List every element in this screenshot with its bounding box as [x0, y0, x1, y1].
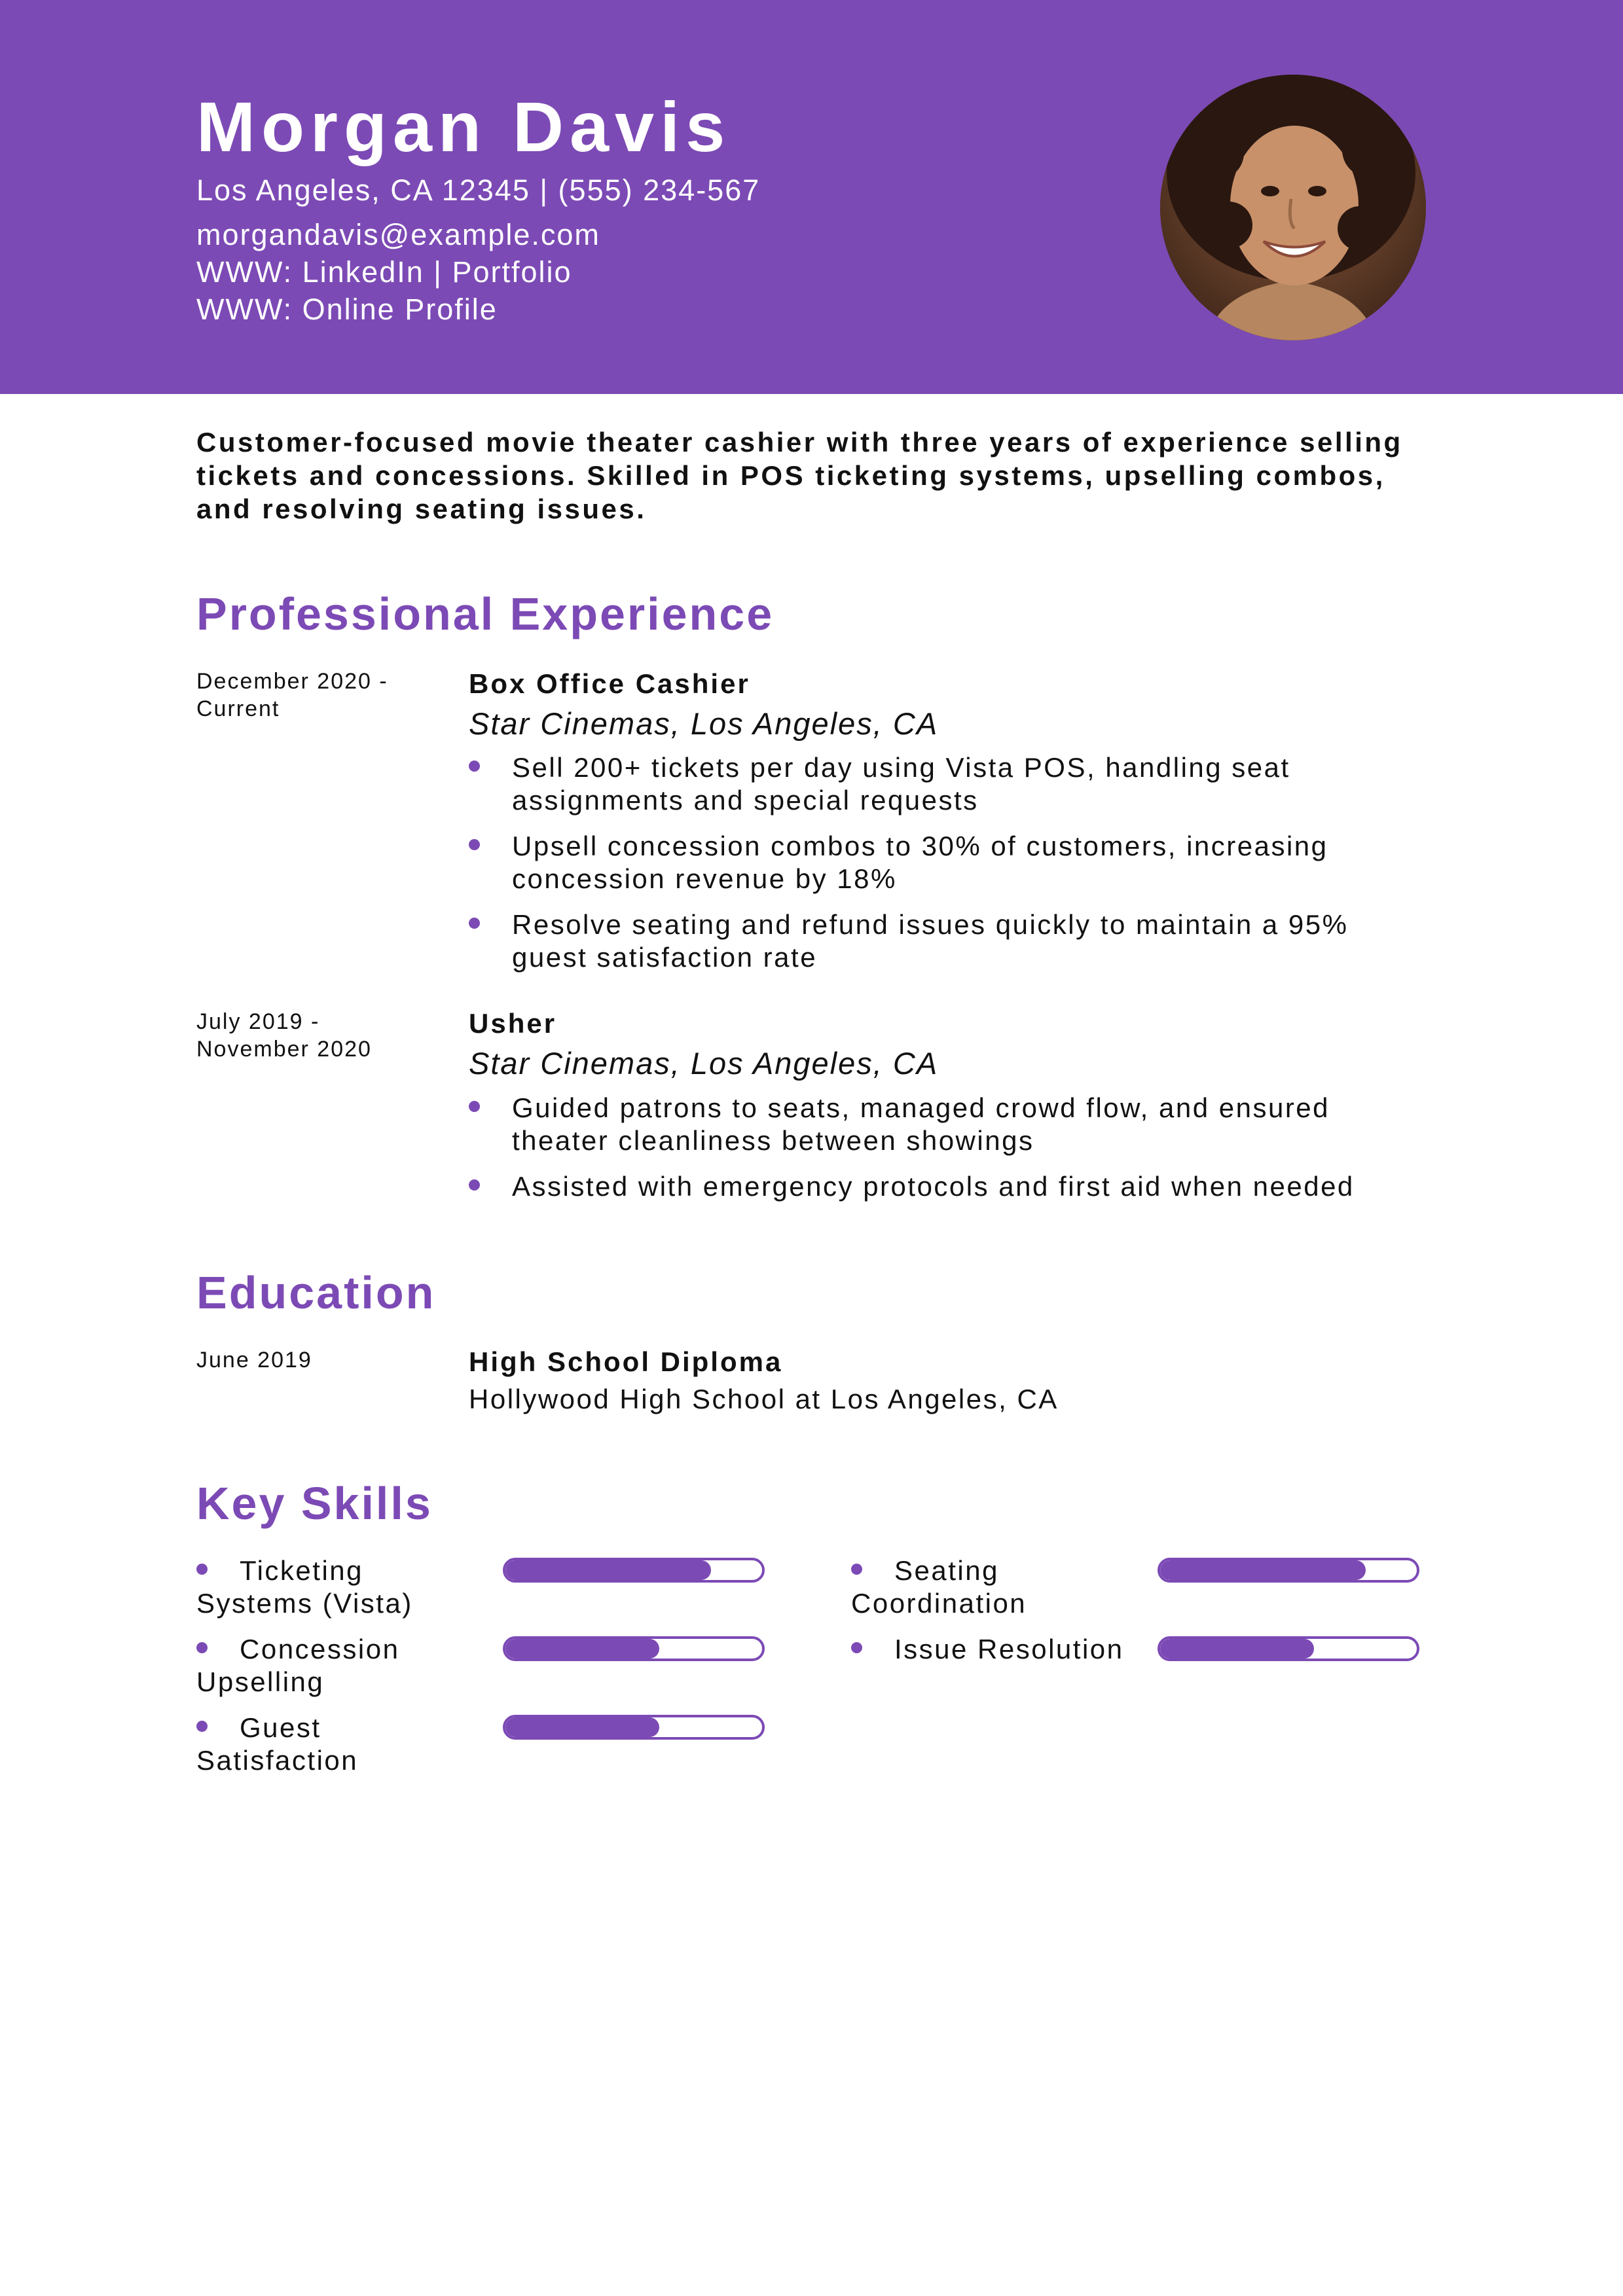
skill-level-bar — [503, 1715, 765, 1740]
job-title: Usher — [469, 1008, 557, 1039]
job-company: Star Cinemas, Los Angeles, CA — [469, 1046, 939, 1081]
skill-level-bar — [1158, 1558, 1419, 1583]
bullet-dot-icon — [469, 1179, 480, 1191]
location-phone: Los Angeles, CA 12345 | (555) 234-567 — [196, 173, 761, 207]
skill-label: Issue Resolution — [851, 1633, 1126, 1666]
skill-level-fill — [505, 1717, 659, 1737]
school-name: Hollywood High School at Los Angeles, CA — [469, 1384, 1059, 1414]
job-date: December 2020 - Current — [196, 669, 388, 721]
list-item — [469, 1092, 1412, 1157]
profile-links[interactable]: WWW: LinkedIn | Portfolio — [196, 255, 572, 289]
online-profile-link[interactable]: WWW: Online Profile — [196, 293, 498, 326]
bullet-dot-icon — [851, 1564, 862, 1575]
skills-heading: Key Skills — [196, 1478, 433, 1529]
bullet-dot-icon — [196, 1721, 208, 1732]
bullet-dot-icon — [196, 1642, 208, 1653]
education-date: June 2019 — [196, 1348, 312, 1372]
job-company: Star Cinemas, Los Angeles, CA — [469, 706, 939, 741]
portrait-photo-icon — [1160, 75, 1426, 340]
bullet-dot-icon — [469, 839, 480, 850]
professional-summary: Customer-focused movie theater cashier with three years of experience selling tickets and concessions. Skilled in POS ticketing systems, upselling combos, and resolving seating issues. — [196, 427, 1403, 524]
list-item — [469, 830, 1412, 895]
education-heading: Education — [196, 1267, 436, 1318]
list-item — [469, 908, 1412, 974]
header-banner — [0, 0, 1623, 394]
skill-label: Guest Satisfaction — [196, 1712, 359, 1776]
bullet-dot-icon — [469, 1101, 480, 1112]
list-item — [469, 751, 1412, 817]
skill-label: Ticketing Systems (Vista) — [196, 1555, 413, 1619]
bullet-dot-icon — [469, 918, 480, 929]
skill-level-bar — [503, 1636, 765, 1661]
bullet-dot-icon — [196, 1564, 208, 1575]
experience-heading: Professional Experience — [196, 588, 775, 639]
email-address[interactable]: morgandavis@example.com — [196, 218, 600, 251]
bullet-text: Guided patrons to seats, managed crowd flow, and ensured theater cleanliness between showings — [512, 1092, 1330, 1156]
skill-level-bar — [1158, 1636, 1419, 1661]
job-title: Box Office Cashier — [469, 668, 750, 699]
candidate-name: Morgan Davis — [196, 87, 731, 166]
skill-level-fill — [1160, 1639, 1314, 1659]
list-item — [469, 1170, 1412, 1203]
degree-title: High School Diploma — [469, 1346, 783, 1377]
bullet-text: Resolve seating and refund issues quickly to maintain a 95% guest satisfaction rate — [512, 909, 1349, 973]
skill-level-fill — [505, 1560, 711, 1580]
bullet-text: Assisted with emergency protocols and first aid when needed — [512, 1171, 1355, 1202]
bullet-text: Sell 200+ tickets per day using Vista POS, handling seat assignments and special requests — [512, 752, 1290, 816]
bullet-text: Upsell concession combos to 30% of customers, increasing concession revenue by 18% — [512, 831, 1328, 894]
skill-level-fill — [505, 1639, 659, 1659]
bullet-dot-icon — [469, 761, 480, 772]
skill-level-fill — [1160, 1560, 1366, 1580]
job-date: July 2019 - November 2020 — [196, 1009, 372, 1062]
skill-level-bar — [503, 1558, 765, 1583]
skill-label: Seating Coordination — [851, 1555, 1027, 1619]
bullet-dot-icon — [851, 1642, 862, 1653]
skill-label: Concession Upselling — [196, 1634, 400, 1697]
